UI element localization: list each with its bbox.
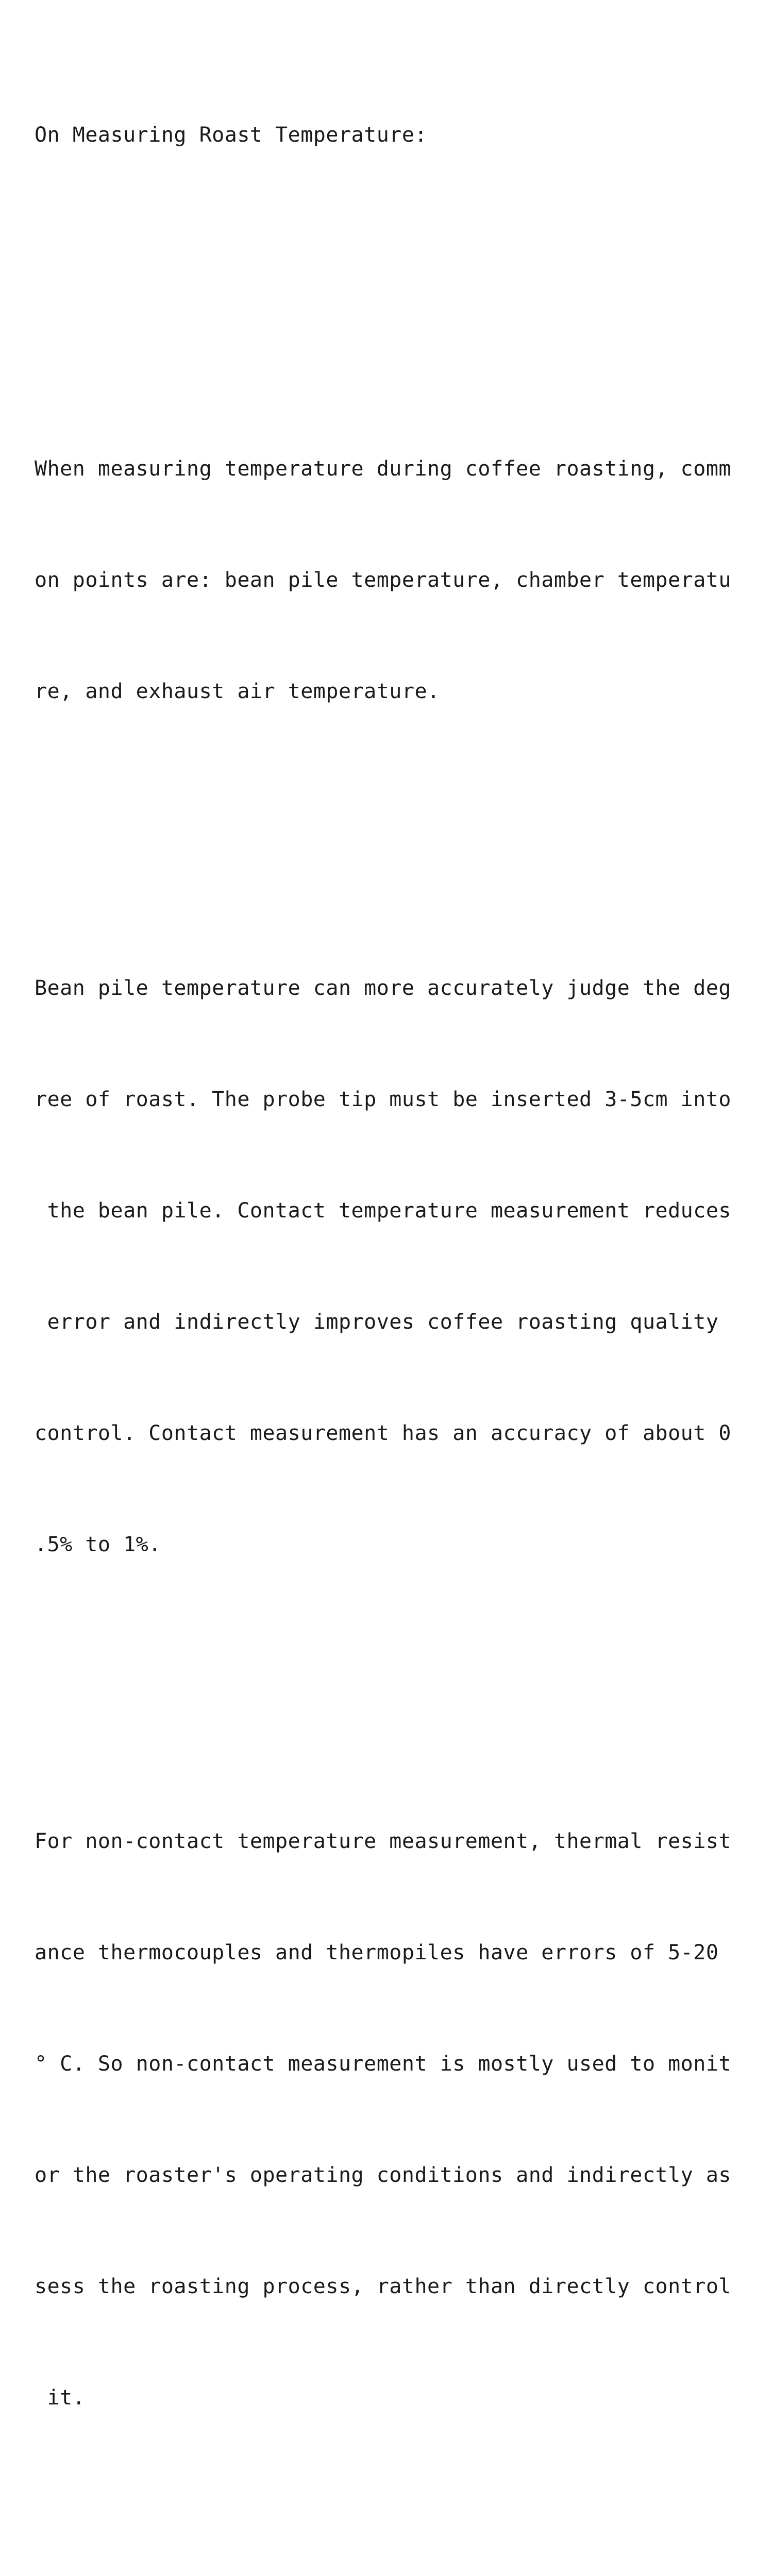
paragraph-line: ance thermocouples and thermopiles have errors of 5-20	[35, 1941, 719, 1964]
paragraph-line: ° C. So non-contact measurement is mostly used to monit	[35, 2052, 732, 2076]
paragraph-line: the bean pile. Contact temperature measurement reduces	[35, 1199, 732, 1223]
paragraph-line: For non-contact temperature measurement, thermal resist	[35, 1829, 732, 1853]
paragraph-line: sess the roasting process, rather than directly control	[35, 2275, 732, 2298]
paragraph-line: or the roaster's operating conditions and indirectly as	[35, 2163, 732, 2187]
paragraph-line: re, and exhaust air temperature.	[35, 680, 440, 703]
paragraph-3	[35, 1749, 756, 2490]
paragraph-line: on points are: bean pile temperature, chamber temperatu	[35, 568, 732, 592]
paragraph-line: .5% to 1%.	[35, 1533, 161, 1556]
paragraph-line: error and indirectly improves coffee roasting quality	[35, 1310, 719, 1334]
document-body	[35, 42, 756, 2576]
paragraph-line: Bean pile temperature can more accurately judge the deg	[35, 976, 732, 1000]
paragraph-line: ree of roast. The probe tip must be inserted 3-5cm into	[35, 1088, 732, 1111]
document-title: On Measuring Roast Temperature:	[35, 123, 428, 147]
paragraph-2	[35, 895, 756, 1637]
paragraph-line: When measuring temperature during coffee roasting, comm	[35, 457, 732, 481]
paragraph-line: it.	[35, 2386, 86, 2410]
blank-line	[35, 228, 756, 265]
paragraph-line: control. Contact measurement has an accuracy of about 0	[35, 1421, 732, 1445]
paragraph-1	[35, 376, 756, 784]
